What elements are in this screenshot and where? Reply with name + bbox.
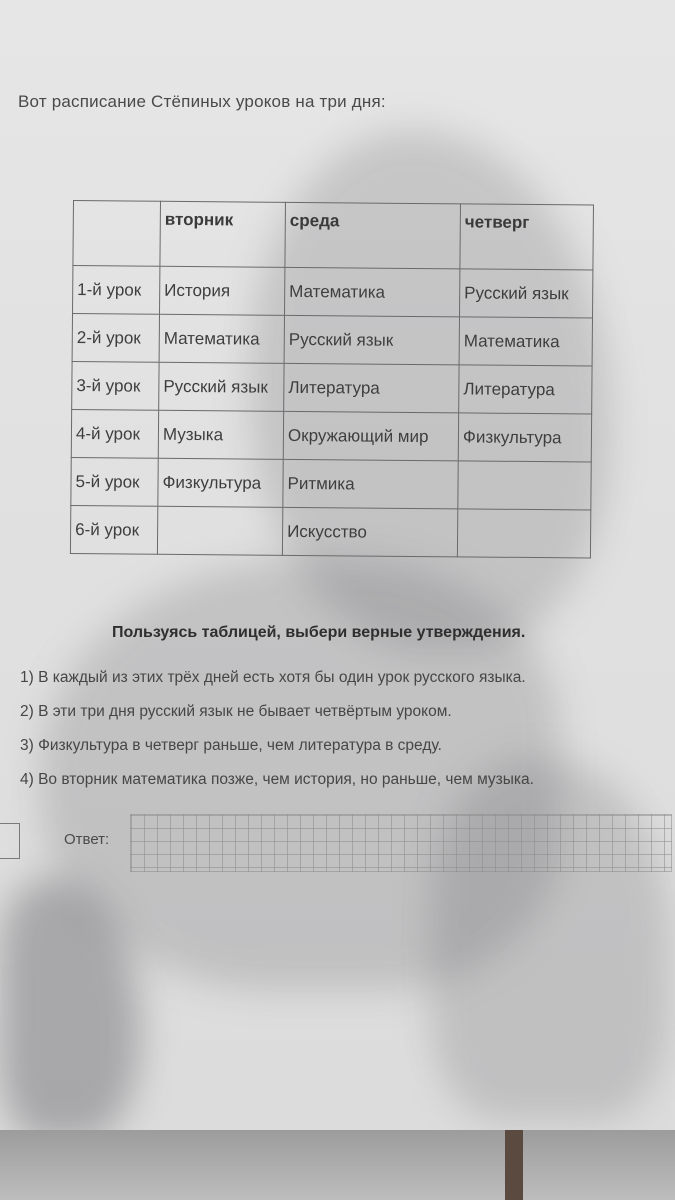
table-cell: Математика bbox=[459, 317, 592, 366]
statement-item: 2) В эти три дня русский язык не бывает четвёртым уроком. bbox=[20, 703, 452, 720]
table-row bbox=[72, 314, 592, 367]
table-cell: Русский язык bbox=[459, 269, 592, 318]
lesson-number: 6-й урок bbox=[70, 505, 157, 554]
table-row bbox=[71, 409, 591, 462]
header-corner bbox=[73, 201, 161, 267]
statement-item: 3) Физкультура в четверг раньше, чем литература в среду. bbox=[20, 737, 442, 754]
table-cell: Искусство bbox=[282, 507, 457, 557]
header-tuesday: вторник bbox=[160, 201, 286, 267]
table-cell: Физкультура bbox=[158, 458, 283, 507]
table-cell: Физкультура bbox=[458, 413, 591, 462]
table-cell bbox=[457, 509, 590, 558]
task-number-box bbox=[0, 823, 20, 859]
table-cell: Ритмика bbox=[283, 459, 458, 509]
schedule-table bbox=[70, 200, 594, 559]
lesson-number: 4-й урок bbox=[71, 409, 158, 458]
table-cell bbox=[458, 461, 591, 510]
statement-list bbox=[20, 668, 534, 804]
lesson-number: 1-й урок bbox=[73, 266, 160, 315]
table-cell: Окружающий мир bbox=[283, 411, 458, 461]
table-surface bbox=[0, 1130, 675, 1200]
table-cell bbox=[157, 506, 282, 555]
answer-label: Ответ: bbox=[64, 831, 110, 848]
lesson-number: 5-й урок bbox=[71, 457, 158, 506]
table-row bbox=[72, 361, 592, 414]
header-wednesday: среда bbox=[285, 202, 461, 269]
lesson-number: 3-й урок bbox=[72, 361, 159, 410]
table-cell: Музыка bbox=[158, 410, 283, 459]
table-row bbox=[70, 505, 590, 558]
table-row bbox=[73, 266, 593, 319]
table-cell: Литература bbox=[284, 363, 459, 413]
table-cell: История bbox=[160, 266, 285, 315]
table-cell: Литература bbox=[459, 365, 592, 414]
schedule-header-row bbox=[73, 201, 594, 271]
hand-shadow-corner bbox=[0, 880, 140, 1130]
question-heading: Пользуясь таблицей, выбери верные утверждения. bbox=[112, 624, 526, 641]
table-cell: Математика bbox=[285, 267, 460, 317]
table-edge-object bbox=[505, 1130, 523, 1200]
table-row bbox=[71, 457, 591, 510]
intro-text: Вот расписание Стёпиных уроков на три дня: bbox=[18, 92, 386, 111]
statement-item: 4) Во вторник математика позже, чем история, но раньше, чем музыка. bbox=[20, 771, 534, 788]
header-thursday: четверг bbox=[460, 204, 594, 270]
answer-grid[interactable] bbox=[130, 814, 672, 872]
statement-item: 1) В каждый из этих трёх дней есть хотя бы один урок русского языка. bbox=[20, 669, 526, 686]
table-cell: Русский язык bbox=[159, 362, 284, 411]
table-cell: Русский язык bbox=[284, 315, 459, 365]
table-cell: Математика bbox=[159, 314, 284, 363]
lesson-number: 2-й урок bbox=[72, 314, 159, 363]
